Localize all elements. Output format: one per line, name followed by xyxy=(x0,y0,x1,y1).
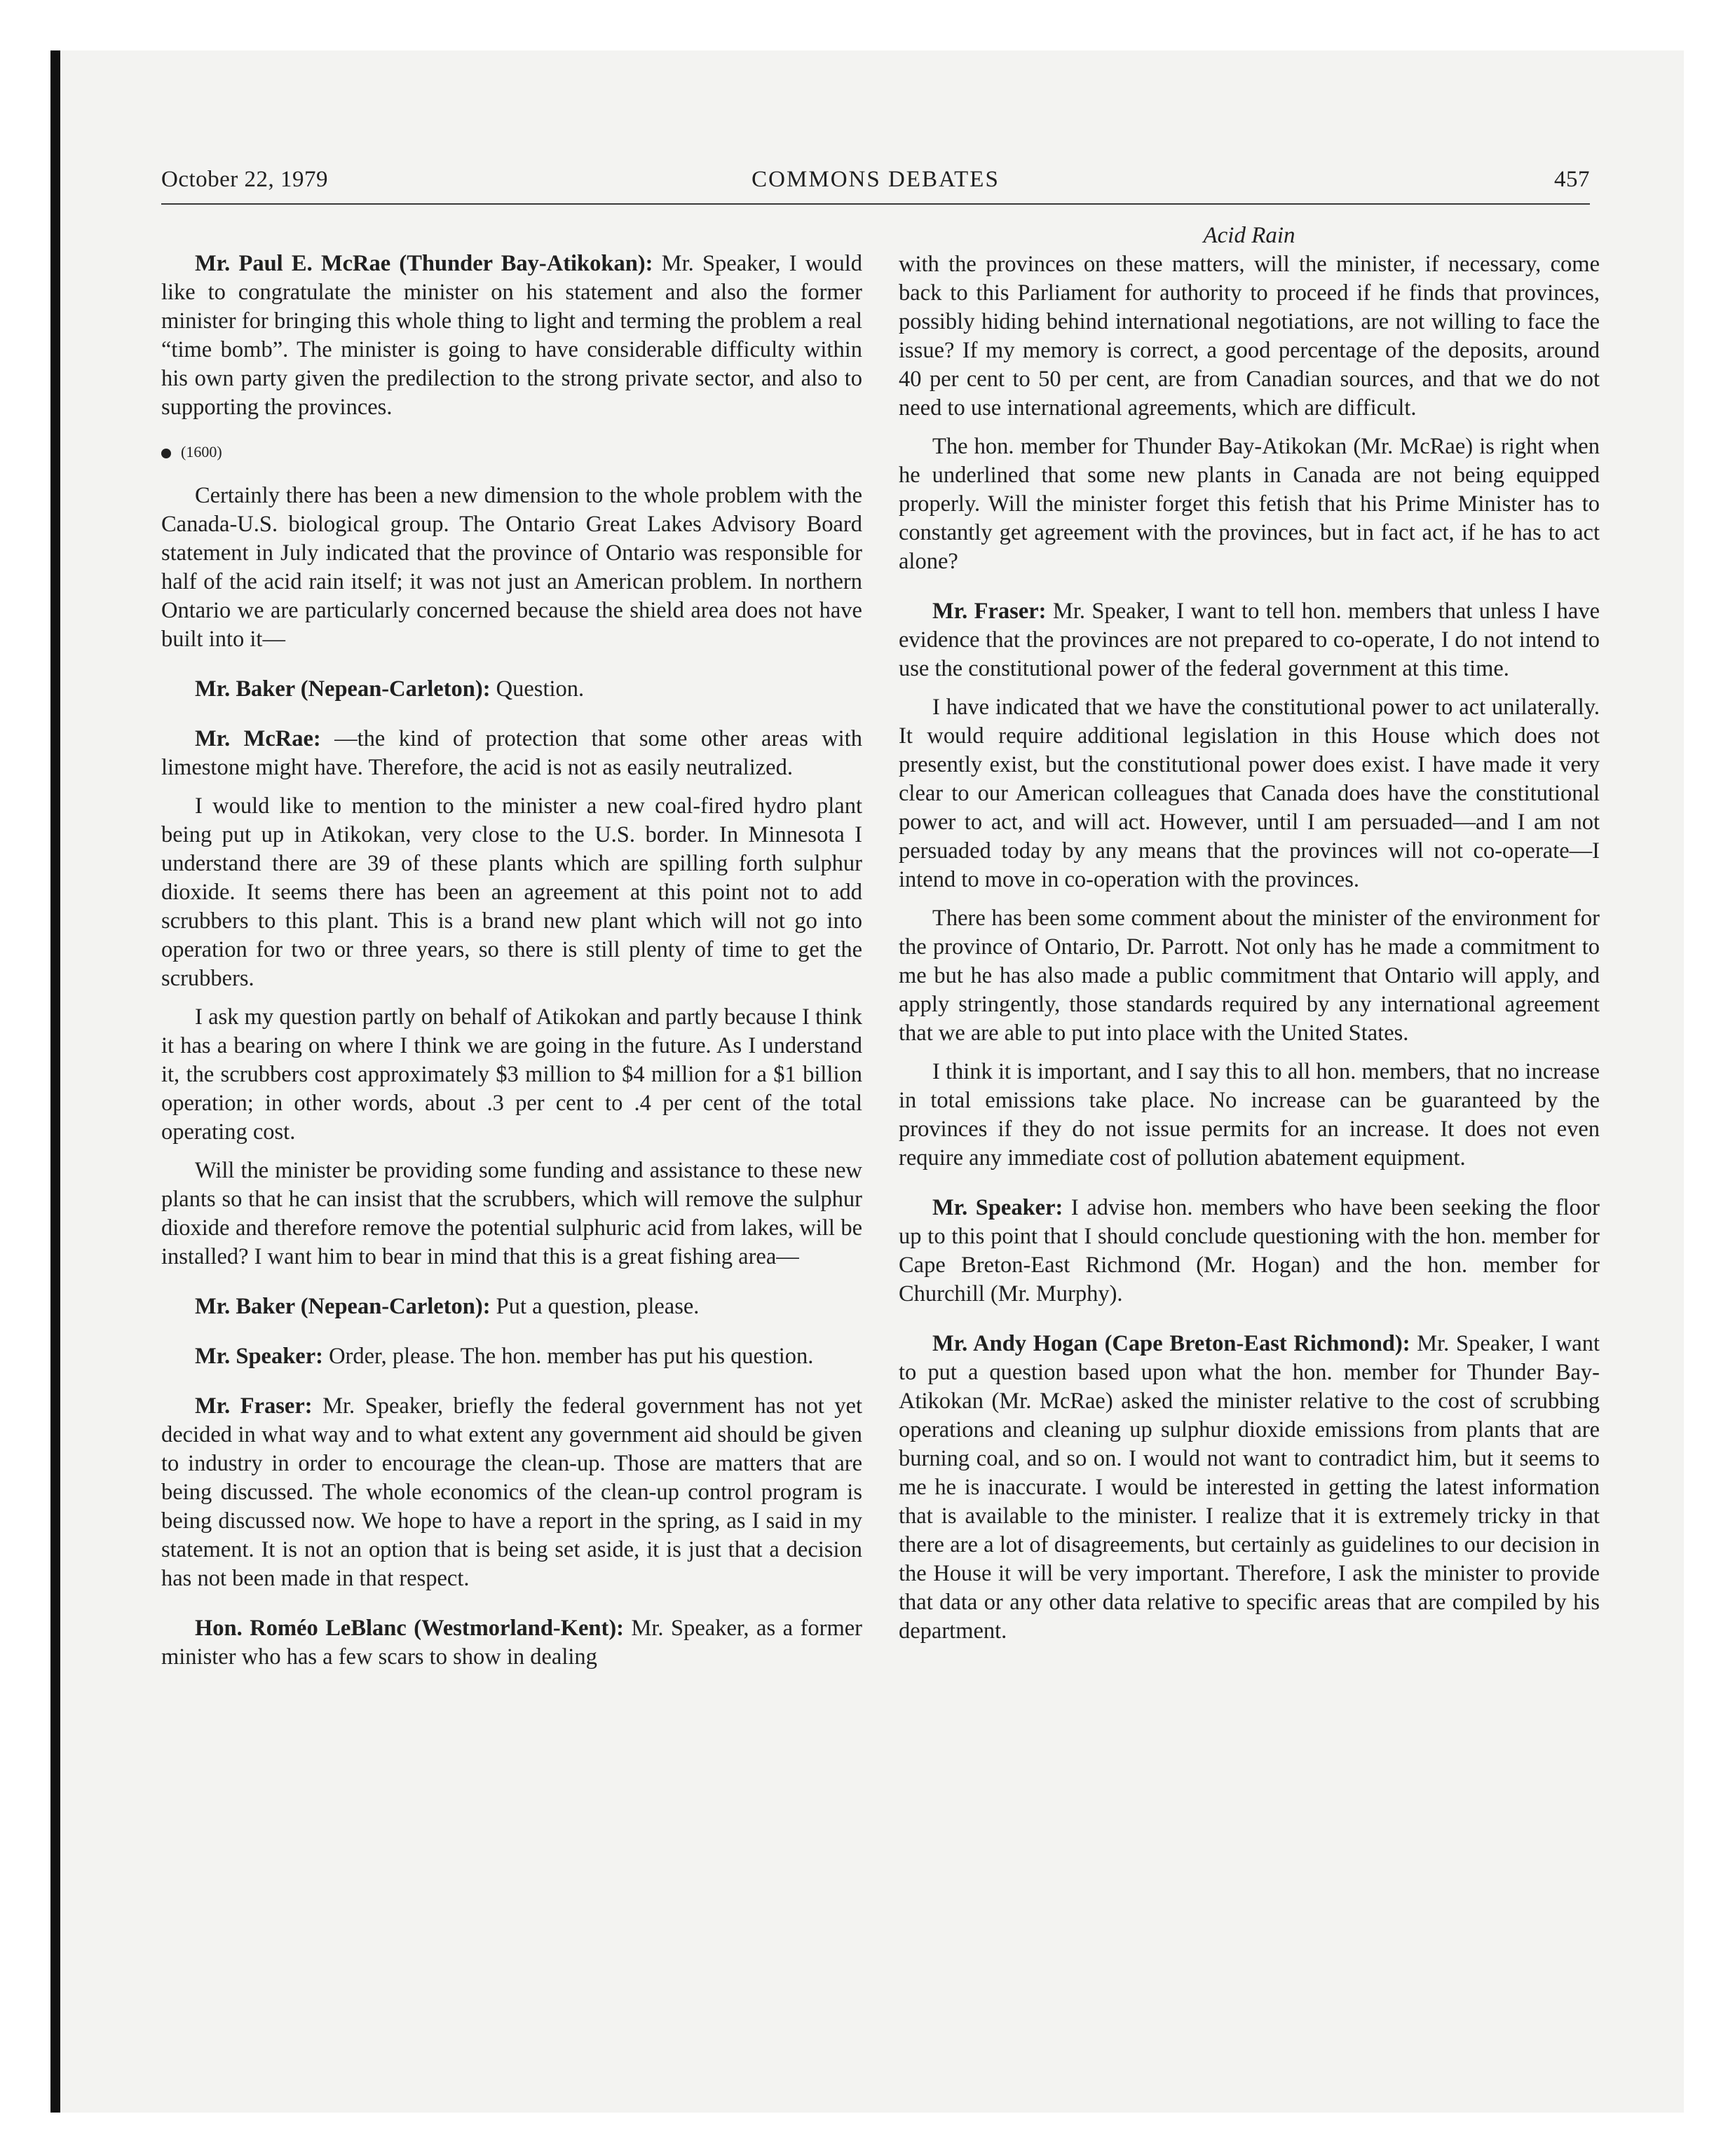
paragraph-text: Mr. Speaker, I want to tell hon. members that unless I have evidence that the provinces are not prepared to co-operate, I do not intend to use the constitutional power of the federal government at this time. xyxy=(899,599,1600,681)
paragraph xyxy=(899,1058,1600,1173)
speaker-name: Mr. Speaker: xyxy=(932,1195,1063,1220)
paragraph xyxy=(161,1157,862,1271)
paragraph-text: —the kind of protection that some other areas with limestone might have. Therefore, the acid is not as easily neutralized. xyxy=(161,726,862,780)
paragraph-text: I ask my question partly on behalf of Atikokan and partly because I think it has a bearing on where I think we are going in the future. As I understand it, the scrubbers cost approximately $3 million to $4 million for a $1 billion operation; in other words, about .3 per cent to .4 per cent of the total operating cost. xyxy=(161,1004,862,1145)
paragraph xyxy=(899,693,1600,894)
speaker-name: Mr. Speaker: xyxy=(195,1344,323,1369)
paragraph-text: Put a question, please. xyxy=(490,1294,700,1319)
speaker-name: Mr. McRae: xyxy=(195,726,321,751)
header-title: COMMONS DEBATES xyxy=(751,167,1000,192)
paragraph-text: Certainly there has been a new dimension to the whole problem with the Canada-U.S. biological group. The Ontario Great Lakes Advisory Board statement in July indicated that the province of Ontario was responsible for half of the acid rain itself; it was not just an American problem. In northern Ontario we are particularly concerned because the shield area does not have built into it— xyxy=(161,483,862,652)
time-marker xyxy=(161,437,862,466)
paragraph-text: Mr. Speaker, I want to put a question based upon what the hon. member for Thunder Bay-Atikokan (Mr. McRae) asked the minister relative to the cost of scrubbing operations and cleaning up sulphur dioxide emissions from plants that are burning coal, and so on. I would not want to contradict him, but it seems to me he is inaccurate. I would be interested in getting the latest information that is available to the minister. I realize that it is extremely tricky in that there are a lot of disagreements, but certainly as guidelines to our decision in the House it will be very important. Therefore, I ask the minister to provide that data or any other data relative to specific areas that are compiled by his department. xyxy=(899,1331,1600,1644)
left-column xyxy=(161,250,862,1681)
paragraph xyxy=(161,1003,862,1147)
paragraph xyxy=(161,1392,862,1593)
bullet-icon xyxy=(161,449,171,458)
paragraph-text: I would like to mention to the minister a new coal-fired hydro plant being put up in Atikokan, very close to the U.S. border. In Minnesota I understand there are 39 of these plants which are spilling forth sulphur dioxide. It seems there has been an agreement at this point not to add scrubbers to this plant. This is a brand new plant which will not go into operation for two or three years, so there is still plenty of time to get the scrubbers. xyxy=(161,793,862,991)
paragraph-text: The hon. member for Thunder Bay-Atikokan (Mr. McRae) is right when he underlined that some new plants in Canada are not being equipped properly. Will the minister forget this fetish that his Prime Minister has to constantly get agreement with the provinces, but in fact act, if he has to act alone? xyxy=(899,434,1600,574)
header-date: October 22, 1979 xyxy=(161,167,329,192)
paragraph-text: Question. xyxy=(490,676,585,702)
paragraph-text: Mr. Speaker, I would like to congratulate the minister on his statement and also the former minister for bringing this whole thing to light and terming the problem a real “time bomb”. The minister is going to have considerable difficulty within his own party given the predilection to the strong private sector, and also to supporting the provinces. xyxy=(161,251,862,420)
speaker-name: Hon. Roméo LeBlanc (Westmorland-Kent): xyxy=(195,1616,624,1641)
paragraph-text: I have indicated that we have the constitutional power to act unilaterally. It would require additional legislation in this House which does not presently exist, but the constitutional power does exist. I have made it very clear to our American colleagues that Canada does have the constitutional power to act, and will act. However, until I am persuaded—and I am not persuaded today by any means that the provinces will not co-operate—I intend to move in co-operation with the provinces. xyxy=(899,695,1600,892)
speaker-name: Mr. Baker (Nepean-Carleton): xyxy=(195,1294,491,1319)
paragraph xyxy=(899,432,1600,576)
paragraph xyxy=(161,482,862,654)
paragraph xyxy=(161,1342,862,1371)
paragraph xyxy=(161,675,862,704)
right-column xyxy=(899,221,1600,1656)
speaker-name: Mr. Andy Hogan (Cape Breton-East Richmond): xyxy=(932,1331,1410,1356)
paragraph xyxy=(899,1194,1600,1309)
speaker-name: Mr. Fraser: xyxy=(932,599,1047,624)
paragraph-text: There has been some comment about the minister of the environment for the province of Ontario, Dr. Parrott. Not only has he made a commitment to me but he has also made a public commitment that Ontario will apply, and apply stringently, those standards required by any international agreement that we are able to put into place with the United States. xyxy=(899,906,1600,1046)
paragraph-text: I think it is important, and I say this to all hon. members, that no increase in total emissions take place. No increase can be guaranteed by the provinces if they do not issue permits for an increase. It does not even require any immediate cost of pollution abatement equipment. xyxy=(899,1059,1600,1171)
section-title: Acid Rain xyxy=(1203,223,1295,248)
paragraph-text: Will the minister be providing some funding and assistance to these new plants so that he can insist that the scrubbers, which will remove the sulphur dioxide and therefore remove the potential sulphuric acid from lakes, will be installed? I want him to bear in mind that this is a great fishing area— xyxy=(161,1158,862,1269)
paragraph xyxy=(899,1330,1600,1646)
paragraph-text: with the provinces on these matters, will the minister, if necessary, come back to this Parliament for authority to proceed if he finds that provinces, possibly hiding behind international negotiations, are not willing to face the issue? If my memory is correct, a good percentage of the deposits, around 40 per cent to 50 per cent, are from Canadian sources, and that we do not need to use international agreements, which are difficult. xyxy=(899,252,1600,421)
paragraph-text: Order, please. The hon. member has put his question. xyxy=(322,1344,814,1369)
paragraph xyxy=(161,792,862,993)
scan-edge-shadow xyxy=(50,50,60,2113)
paragraph xyxy=(899,597,1600,683)
paragraph xyxy=(161,1292,862,1321)
paragraph xyxy=(899,904,1600,1048)
document-page xyxy=(161,167,1600,2059)
paragraph xyxy=(161,1614,862,1672)
paragraph xyxy=(899,250,1600,423)
speaker-name: Mr. Paul E. McRae (Thunder Bay-Atikokan): xyxy=(195,251,653,276)
speaker-name: Mr. Baker (Nepean-Carleton): xyxy=(195,676,491,702)
running-header xyxy=(161,167,1590,205)
paragraph-text: I advise hon. members who have been seeking the floor up to this point that I should conclude questioning with the hon. member for Cape Breton-East Richmond (Mr. Hogan) and the hon. member for Churchill (Mr. Murphy). xyxy=(899,1195,1600,1306)
time-marker-text: (1600) xyxy=(181,443,222,460)
paragraph xyxy=(161,250,862,422)
speaker-name: Mr. Fraser: xyxy=(195,1393,313,1419)
page-number: 457 xyxy=(1554,167,1590,192)
paragraph-text: Mr. Speaker, briefly the federal government has not yet decided in what way and to what extent any government aid should be given to industry in order to encourage the clean-up. Those are matters that are being discussed. The whole economics of the clean-up control program is being discussed now. We hope to have a report in the spring, as I said in my statement. It is not an option that is being set aside, it is just that a decision has not been made in that respect. xyxy=(161,1393,862,1591)
paragraph-text: Mr. Speaker, as a former minister who has a few scars to show in dealing xyxy=(161,1616,862,1670)
paragraph xyxy=(161,725,862,782)
